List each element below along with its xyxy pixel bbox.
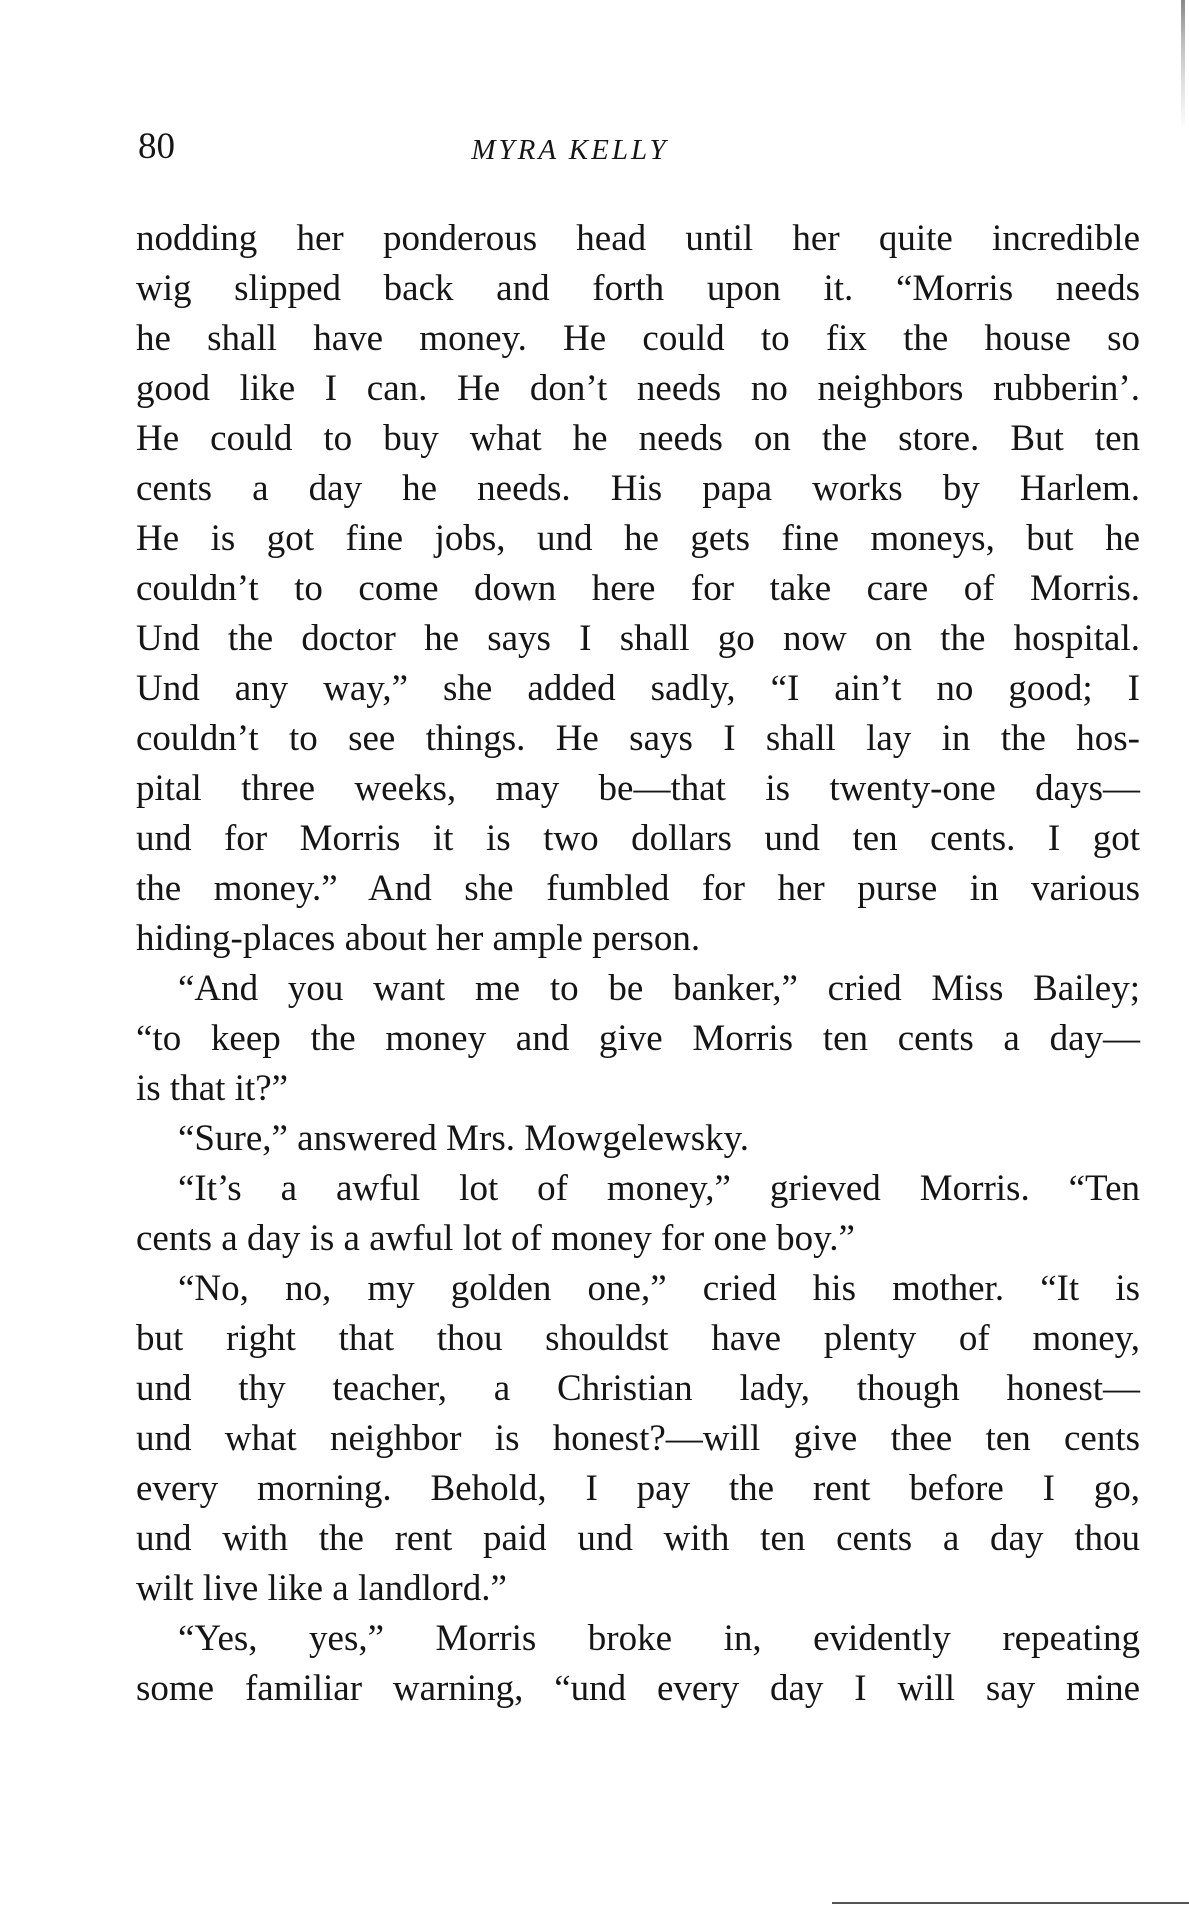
text-line: couldn’t to come down here for take care of Morris. — [136, 568, 1140, 609]
text-line: und for Morris it is two dollars und ten cents. I got — [136, 818, 1140, 859]
text-line: every morning. Behold, I pay the rent before I go, — [136, 1468, 1140, 1509]
text-line: couldn’t to see things. He says I shall lay in the hos- — [136, 718, 1140, 759]
text-line: und thy teacher, a Christian lady, though honest— — [136, 1368, 1140, 1409]
text-line: hiding-places about her ample person. — [136, 918, 701, 959]
text-line: “Yes, yes,” Morris broke in, evidently repeating — [178, 1618, 1140, 1659]
text-line: “to keep the money and give Morris ten cents a day— — [136, 1018, 1140, 1059]
text-line: und with the rent paid und with ten cents a day thou — [136, 1518, 1140, 1559]
text-line: cents a day is a awful lot of money for one boy.” — [136, 1218, 855, 1259]
text-line: some familiar warning, “und every day I will say mine — [136, 1668, 1140, 1709]
text-line: He is got fine jobs, und he gets fine moneys, but he — [136, 518, 1140, 559]
text-line: “No, no, my golden one,” cried his mother. “It is — [178, 1268, 1140, 1309]
text-line: pital three weeks, may be—that is twenty-one days— — [136, 768, 1140, 809]
text-line: cents a day he needs. His papa works by Harlem. — [136, 468, 1140, 509]
text-line: He could to buy what he needs on the store. But ten — [136, 418, 1140, 459]
text-line: “Sure,” answered Mrs. Mowgelewsky. — [178, 1118, 749, 1159]
text-line: but right that thou shouldst have plenty of money, — [136, 1318, 1140, 1359]
text-line: nodding her ponderous head until her quite incredible — [136, 218, 1140, 259]
text-line: Und the doctor he says I shall go now on the hospital. — [136, 618, 1140, 659]
text-line: wig slipped back and forth upon it. “Morris needs — [136, 268, 1140, 309]
running-head: MYRA KELLY — [471, 134, 669, 166]
text-line: wilt live like a landlord.” — [136, 1568, 507, 1609]
text-line: “It’s a awful lot of money,” grieved Morris. “Ten — [178, 1168, 1140, 1209]
text-line: und what neighbor is honest?—will give thee ten cents — [136, 1418, 1140, 1459]
text-line: is that it?” — [136, 1068, 289, 1109]
text-line: the money.” And she fumbled for her purse in various — [136, 868, 1140, 909]
text-line: good like I can. He don’t needs no neighbors rubberin’. — [136, 368, 1140, 409]
page-number: 80 — [138, 126, 175, 167]
text-line: he shall have money. He could to fix the house so — [136, 318, 1140, 359]
text-line: Und any way,” she added sadly, “I ain’t no good; I — [136, 668, 1140, 709]
scan-edge-mark — [1181, 0, 1185, 130]
bottom-rule — [832, 1902, 1189, 1904]
body-text — [136, 214, 1140, 1714]
text-line: “And you want me to be banker,” cried Miss Bailey; — [178, 968, 1140, 1009]
